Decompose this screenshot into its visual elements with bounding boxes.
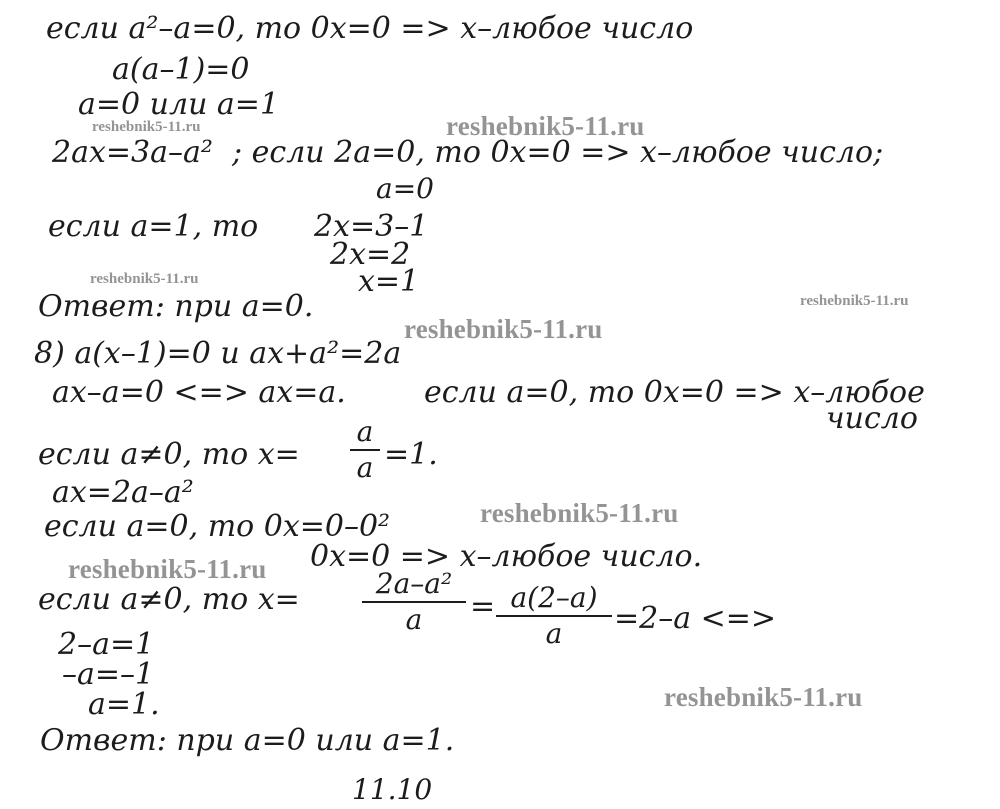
solution-line: a=0 или a=1 bbox=[78, 87, 280, 122]
watermark: reshebnik5-11.ru bbox=[800, 293, 909, 309]
solution-line: если a²–a=0, то 0x=0 => x–любое число bbox=[46, 11, 694, 46]
solution-line: =1. bbox=[384, 437, 438, 472]
solution-line: 2x=2 bbox=[330, 237, 411, 272]
answer-line: Ответ: при a=0. bbox=[38, 289, 314, 324]
watermark: reshebnik5-11.ru bbox=[92, 119, 201, 135]
fraction-numerator: a(2–a) bbox=[510, 581, 598, 614]
solution-line: a(a–1)=0 bbox=[112, 52, 250, 87]
problem-statement: 8) a(x–1)=0 и ax+a²=2a bbox=[34, 336, 402, 371]
next-problem-number: 11.10 bbox=[352, 773, 433, 806]
solution-line: = bbox=[470, 589, 496, 624]
solution-line: ; если 2a=0, то 0x=0 => x–любое число; bbox=[232, 135, 884, 170]
fraction-a2-minus-a-over-a bbox=[496, 581, 612, 650]
solution-line: =2–a <=> bbox=[614, 601, 777, 636]
solution-line: если a=0, то 0x=0 => x–любое bbox=[424, 375, 925, 410]
solution-line: x=1 bbox=[358, 264, 420, 299]
fraction-denominator: a bbox=[356, 451, 374, 484]
solution-line: a=0 bbox=[376, 172, 434, 205]
answer-line: Ответ: при a=0 или a=1. bbox=[40, 723, 455, 758]
fraction-numerator: 2a–a² bbox=[375, 567, 453, 600]
fraction-2a-minus-a2-over-a bbox=[362, 567, 466, 636]
solution-line: 2x=3–1 bbox=[314, 209, 429, 244]
solution-line: 0x=0 => x–любое число. bbox=[310, 539, 703, 574]
watermark: reshebnik5-11.ru bbox=[480, 498, 679, 528]
solution-line: ax=2a–a² bbox=[52, 475, 194, 510]
solution-line: если a≠0, то x= bbox=[38, 582, 300, 617]
solution-line: a=1. bbox=[88, 687, 160, 722]
solution-line: 2ax=3a–a² bbox=[52, 135, 213, 170]
fraction-denominator: a bbox=[545, 617, 563, 650]
solution-line: –a=–1 bbox=[62, 657, 155, 692]
solution-line: 2–a=1 bbox=[58, 627, 155, 662]
watermark: reshebnik5-11.ru bbox=[664, 682, 863, 712]
watermark: reshebnik5-11.ru bbox=[90, 271, 199, 287]
solution-line: если a=0, то 0x=0–0² bbox=[44, 509, 391, 544]
solution-line: число bbox=[826, 401, 918, 436]
solution-line: ax–a=0 <=> ax=a. bbox=[52, 375, 346, 410]
solution-line: если a≠0, то x= bbox=[38, 437, 300, 472]
solution-line: если a=1, то bbox=[48, 209, 259, 244]
watermark: reshebnik5-11.ru bbox=[446, 111, 645, 141]
watermark: reshebnik5-11.ru bbox=[68, 554, 267, 584]
fraction-numerator: a bbox=[356, 415, 374, 448]
watermark: reshebnik5-11.ru bbox=[404, 314, 603, 344]
fraction-a-over-a bbox=[350, 415, 380, 484]
fraction-denominator: a bbox=[405, 603, 423, 636]
